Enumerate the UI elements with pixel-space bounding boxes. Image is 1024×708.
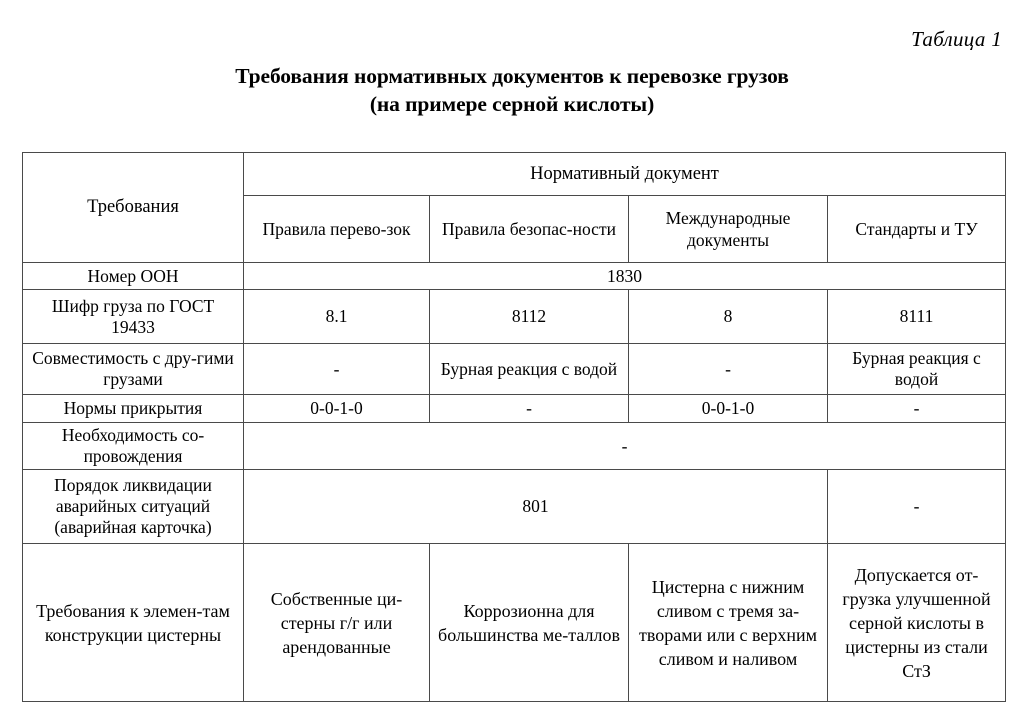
row-label-escort-need: Необходимость со-провождения xyxy=(23,423,244,470)
row-value-un-number-merged: 1830 xyxy=(244,263,1006,290)
header-cell-group: Нормативный документ xyxy=(244,153,1006,196)
row-value-tank-construction-3: Цистерна с нижним сливом с тремя за-творами или с верхним сливом и наливом xyxy=(629,544,828,702)
row-value-emergency-procedure-merged: 801 xyxy=(244,470,828,544)
table-row xyxy=(23,470,1006,544)
requirements-table xyxy=(22,152,1006,702)
header-cell-sub-4: Стандарты и ТУ xyxy=(828,196,1006,263)
page-title xyxy=(0,62,1024,118)
row-value-cargo-code-2: 8112 xyxy=(430,290,629,344)
row-value-cargo-code-1: 8.1 xyxy=(244,290,430,344)
row-value-compatibility-3: - xyxy=(629,344,828,395)
header-cell-requirements: Требования xyxy=(23,153,244,263)
row-label-emergency-procedure: Порядок ликвидации аварийных ситуаций (аварийная карточка) xyxy=(23,470,244,544)
page-title-line-2: (на примере серной кислоты) xyxy=(369,92,655,116)
row-label-compatibility: Совместимость с дру-гими грузами xyxy=(23,344,244,395)
row-value-cargo-code-3: 8 xyxy=(629,290,828,344)
row-value-cover-norms-3: 0-0-1-0 xyxy=(629,395,828,423)
header-cell-sub-3: Международные документы xyxy=(629,196,828,263)
table-header-row-group xyxy=(23,153,1006,196)
row-value-cover-norms-1: 0-0-1-0 xyxy=(244,395,430,423)
row-value-cover-norms-4: - xyxy=(828,395,1006,423)
row-value-cover-norms-2: - xyxy=(430,395,629,423)
row-value-tank-construction-4: Допускается от-грузка улучшенной серной кислоты в цистерны из стали СтЗ xyxy=(828,544,1006,702)
table-row xyxy=(23,544,1006,702)
row-value-emergency-procedure-4: - xyxy=(828,470,1006,544)
row-label-cargo-code: Шифр груза по ГОСТ 19433 xyxy=(23,290,244,344)
table-row xyxy=(23,263,1006,290)
header-cell-sub-1: Правила перево-зок xyxy=(244,196,430,263)
row-value-tank-construction-2: Коррозионна для большинства ме-таллов xyxy=(430,544,629,702)
row-value-cargo-code-4: 8111 xyxy=(828,290,1006,344)
table-row xyxy=(23,290,1006,344)
row-value-tank-construction-1: Собственные ци-стерны г/г или арендованные xyxy=(244,544,430,702)
header-cell-sub-2: Правила безопас-ности xyxy=(430,196,629,263)
table-row xyxy=(23,344,1006,395)
table-number-caption: Таблица 1 xyxy=(911,27,1002,51)
row-label-un-number: Номер ООН xyxy=(23,263,244,290)
row-value-escort-need-merged: - xyxy=(244,423,1006,470)
row-label-cover-norms: Нормы прикрытия xyxy=(23,395,244,423)
row-value-compatibility-4: Бурная реакция с водой xyxy=(828,344,1006,395)
row-value-compatibility-2: Бурная реакция с водой xyxy=(430,344,629,395)
page-title-line-1: Требования нормативных документов к перевозке грузов xyxy=(235,64,789,88)
table-row xyxy=(23,395,1006,423)
table-row xyxy=(23,423,1006,470)
row-label-tank-construction: Требования к элемен-там конструкции цистерны xyxy=(23,544,244,702)
row-value-compatibility-1: - xyxy=(244,344,430,395)
